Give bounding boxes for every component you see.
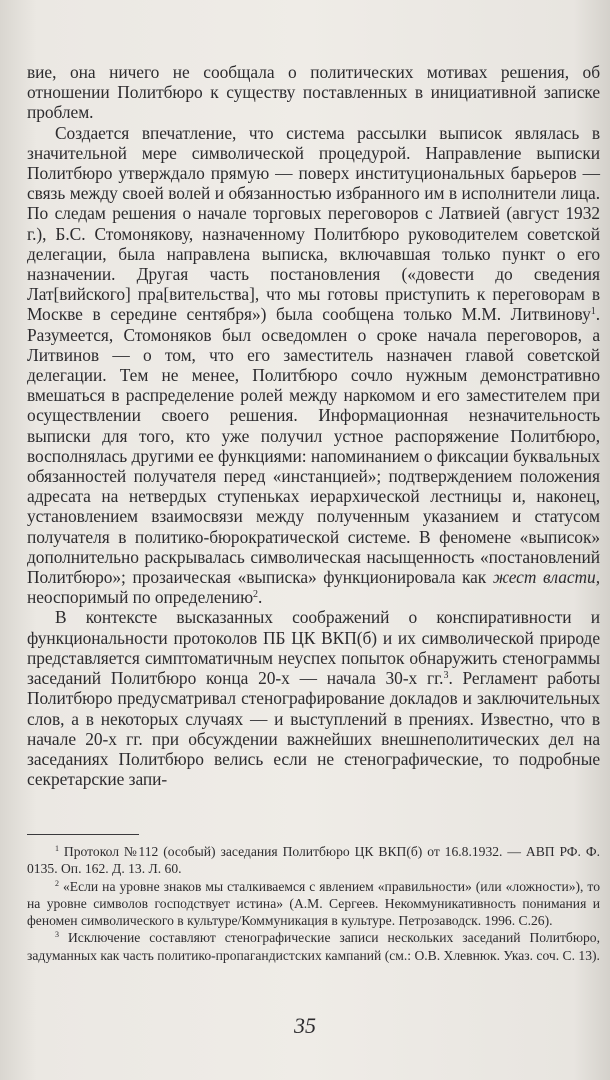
- footnote-ref-1: 1: [590, 306, 596, 318]
- footnote-2: [27, 878, 600, 930]
- italic-phrase: жест власти,: [492, 567, 600, 588]
- footnote-text: Протокол №112 (особый) заседания Политбюро ЦК ВКП(б) от 16.8.1932. — АВП РФ. Ф. 0135. Оп. 162. Д. 13. Л. 60.: [27, 844, 600, 877]
- footnote-3: [27, 929, 600, 964]
- page-number: 35: [294, 1013, 316, 1038]
- footnote-divider: [27, 834, 139, 835]
- paragraph-symbolic-procedure: [27, 123, 600, 608]
- paragraph-text: Создается впечатление, что система рассылки выписок являлась в значительной мере символической процедурой. Направление выписки Политбюро утверждало прямую — поверх институциональных барьеров — связь между своей волей и обязанностью избранного им в исполнители лица. По следам решения о начале торговых переговоров с Латвией (август 1932 г.), Б.С. Стомонякову, назначенному Политбюро руководителем советской делегации, была направлена выписка, включавшая только пункт о его назначении. Другая часть постановления («довести до сведения Лат[вийского] пра[вительства], что мы готовы приступить к переговорам в Москве в середине сентября») была сообщена только М.М. Литвинову: [27, 122, 600, 325]
- main-text: [27, 62, 600, 789]
- paragraph-text: .: [257, 587, 263, 608]
- footnote-ref-3: 3: [443, 670, 449, 682]
- footnotes: [27, 843, 600, 964]
- footnote-number: 1: [55, 844, 59, 853]
- footnote-number: 2: [55, 878, 59, 888]
- footnote-ref-2: 2: [253, 589, 258, 601]
- footnote-1: [27, 843, 600, 878]
- paragraph-text: В контексте высказанных соображений о конспиративности и функциональности протоколов ПБ ЦК ВКП(б) и их символической природе представляется симптоматичным неуспех попыток обнаружить стенограммы заседаний Политбюро конца 20-х — начала 30-х гг.: [27, 607, 600, 689]
- footnote-number: 3: [55, 930, 59, 940]
- paragraph-text: неоспоримый по определению: [27, 587, 254, 608]
- paragraph-continuation: [27, 62, 600, 123]
- paragraph-text: . Регламент работы Политбюро предусматривал стенографирование докладов и заключительных слов, а в некоторых случаях — и выступлений в прениях. Известно, что в начале 20-х гг. при обсуждении важнейших внешнеполитических дел на заседаниях Политбюро велись если не стенографические, то подробные секретарские запи-: [27, 668, 600, 790]
- paragraph-text: вие, она ничего не сообщала о политических мотивах решения, об отношении Политбюро к существу поставленных в инициативной записке проблем.: [27, 62, 600, 123]
- paragraph-stenograms: [27, 607, 600, 789]
- paragraph-text: . Разумеется, Стомоняков был осведомлен о сроке начала переговоров, а Литвинов — о том, что его заместитель назначен главой советской делегации. Тем не менее, Политбюро сочло нужным демонстративно вмешаться в распределение ролей между наркомом и его заместителем при осуществлении своего решения. Информационная незначительность выписки для того, кто уже получил устное распоряжение Политбюро, восполнялась другими ее функциями: напоминанием о фиксации буквальных обязанностей получателя перед «инстанцией»; подтверждением положения адресата на нетвердых ступеньках иерархической лестницы и, наконец, установлением взаимосвязи между полученным указанием и статусом получателя в политико-бюрократической системе. В феномене «выписок» дополнительно раскрывалась символическая насыщенность «постановлений Политбюро»; прозаическая «выписка» функционировала как: [27, 304, 600, 588]
- footnote-text: Исключение составляют стенографические записи нескольких заседаний Политбюро, задуманных как часть политико-пропагандистских кампаний (см.: О.В. Хлевнюк. Указ. соч. С. 13).: [27, 930, 600, 963]
- footnote-text: «Если на уровне знаков мы сталкиваемся с явлением «правильности» (или «ложности»), то на уровне символов господствует истина» (А.М. Сергеев. Некоммуникативность понимания и феномен символического в культуре/Коммуникация в культуре. Петрозаводск. 1996. С.26).: [27, 878, 600, 929]
